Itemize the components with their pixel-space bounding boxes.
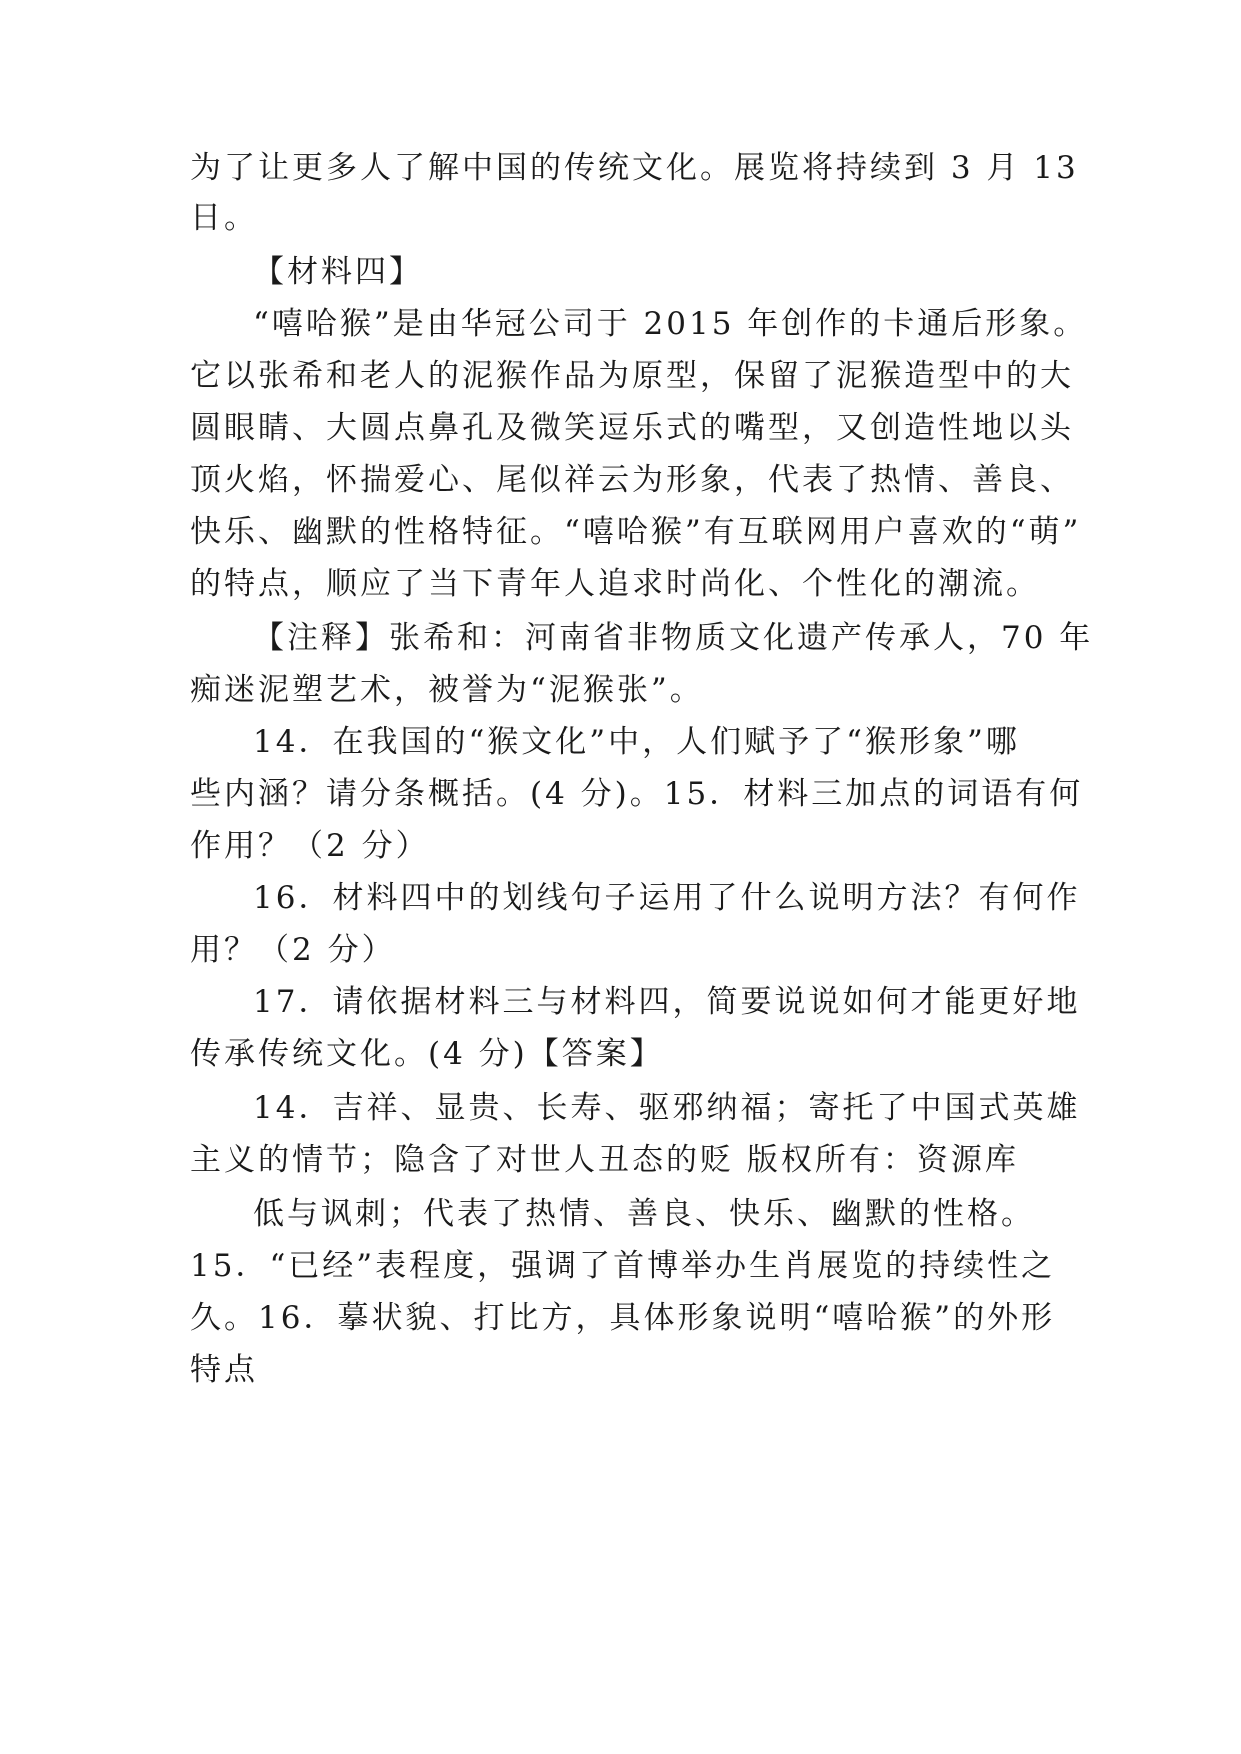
answer-line: 15．“已经”表程度，强调了首博举办生肖展览的持续性之	[190, 1248, 1056, 1284]
text-line: 顶火焰，怀揣爱心、尾似祥云为形象，代表了热情、善良、	[190, 462, 1074, 498]
text-line: 圆眼睛、大圆点鼻孔及微笑逗乐式的嘴型，又创造性地以头	[190, 410, 1074, 446]
question-line: 14．在我国的“猴文化”中，人们赋予了“猴形象”哪	[253, 724, 1020, 760]
question-line: 些内涵？请分条概括。(4 分)。15．材料三加点的词语有何	[190, 776, 1084, 812]
answer-line: 14．吉祥、显贵、长寿、驱邪纳福；寄托了中国式英雄	[253, 1090, 1081, 1126]
answer-line: 低与讽刺；代表了热情、善良、快乐、幽默的性格。	[253, 1196, 1035, 1232]
note-line: 痴迷泥塑艺术，被誉为“泥猴张”。	[190, 672, 704, 708]
note-line: 【注释】张希和：河南省非物质文化遗产传承人，70 年	[253, 620, 1094, 656]
section-heading: 【材料四】	[253, 254, 423, 290]
text-line: 快乐、幽默的性格特征。“嘻哈猴”有互联网用户喜欢的“萌”	[190, 514, 1082, 550]
answer-line: 特点	[190, 1352, 258, 1388]
question-line: 用？（2 分）	[190, 932, 396, 968]
question-line: 传承传统文化。(4 分)【答案】	[190, 1036, 664, 1072]
text-line: “嘻哈猴”是由华冠公司于 2015 年创作的卡通后形象。	[253, 306, 1088, 342]
text-line: 的特点，顺应了当下青年人追求时尚化、个性化的潮流。	[190, 566, 1040, 602]
text-line: 日。	[190, 200, 258, 236]
answer-line: 久。16．摹状貌、打比方，具体形象说明“嘻哈猴”的外形	[190, 1300, 1056, 1336]
text-line: 它以张希和老人的泥猴作品为原型，保留了泥猴造型中的大	[190, 358, 1074, 394]
question-line: 16．材料四中的划线句子运用了什么说明方法？有何作	[253, 880, 1081, 916]
text-line: 为了让更多人了解中国的传统文化。展览将持续到 3 月 13	[190, 150, 1079, 186]
question-line: 17．请依据材料三与材料四，简要说说如何才能更好地	[253, 984, 1081, 1020]
question-line: 作用？（2 分）	[190, 828, 430, 864]
answer-line: 主义的情节；隐含了对世人丑态的贬 版权所有：资源库	[190, 1142, 1019, 1178]
